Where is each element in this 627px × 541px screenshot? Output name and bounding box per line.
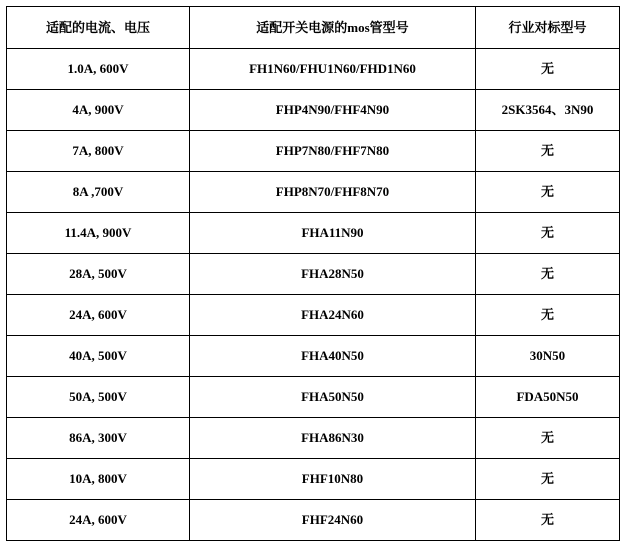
cell-current-voltage: 7A, 800V [7,131,190,172]
column-header-current-voltage: 适配的电流、电压 [7,7,190,49]
table-row [7,295,620,336]
cell-current-voltage: 40A, 500V [7,336,190,377]
cell-current-voltage: 8A ,700V [7,172,190,213]
cell-current-voltage: 28A, 500V [7,254,190,295]
cell-current-voltage: 4A, 900V [7,90,190,131]
cell-industry-equivalent: 无 [476,254,620,295]
cell-current-voltage: 1.0A, 600V [7,49,190,90]
cell-mos-model: FHA11N90 [190,213,476,254]
cell-mos-model: FHP4N90/FHF4N90 [190,90,476,131]
cell-current-voltage: 24A, 600V [7,500,190,541]
column-header-mos-model: 适配开关电源的mos管型号 [190,7,476,49]
cell-industry-equivalent: 无 [476,49,620,90]
mosfet-spec-table [6,6,620,541]
table-body [7,49,620,541]
table-row [7,213,620,254]
cell-mos-model: FHF10N80 [190,459,476,500]
cell-current-voltage: 86A, 300V [7,418,190,459]
table-header-row [7,7,620,49]
cell-mos-model: FHP8N70/FHF8N70 [190,172,476,213]
table-row [7,418,620,459]
cell-industry-equivalent: 无 [476,172,620,213]
cell-mos-model: FHA40N50 [190,336,476,377]
cell-industry-equivalent: 无 [476,131,620,172]
cell-current-voltage: 10A, 800V [7,459,190,500]
cell-mos-model: FHA86N30 [190,418,476,459]
cell-current-voltage: 11.4A, 900V [7,213,190,254]
table-row [7,459,620,500]
table-row [7,254,620,295]
table-row [7,172,620,213]
column-header-industry-equivalent: 行业对标型号 [476,7,620,49]
cell-mos-model: FHF24N60 [190,500,476,541]
table-row [7,90,620,131]
cell-mos-model: FH1N60/FHU1N60/FHD1N60 [190,49,476,90]
cell-industry-equivalent: 无 [476,418,620,459]
cell-industry-equivalent: 30N50 [476,336,620,377]
table-row [7,336,620,377]
cell-industry-equivalent: 无 [476,295,620,336]
cell-industry-equivalent: 无 [476,500,620,541]
table-row [7,377,620,418]
cell-mos-model: FHA50N50 [190,377,476,418]
cell-current-voltage: 50A, 500V [7,377,190,418]
table-row [7,500,620,541]
cell-industry-equivalent: FDA50N50 [476,377,620,418]
cell-current-voltage: 24A, 600V [7,295,190,336]
cell-industry-equivalent: 无 [476,213,620,254]
cell-industry-equivalent: 无 [476,459,620,500]
table-header [7,7,620,49]
table-row [7,131,620,172]
cell-mos-model: FHA24N60 [190,295,476,336]
table-row [7,49,620,90]
cell-industry-equivalent: 2SK3564、3N90 [476,90,620,131]
cell-mos-model: FHA28N50 [190,254,476,295]
cell-mos-model: FHP7N80/FHF7N80 [190,131,476,172]
